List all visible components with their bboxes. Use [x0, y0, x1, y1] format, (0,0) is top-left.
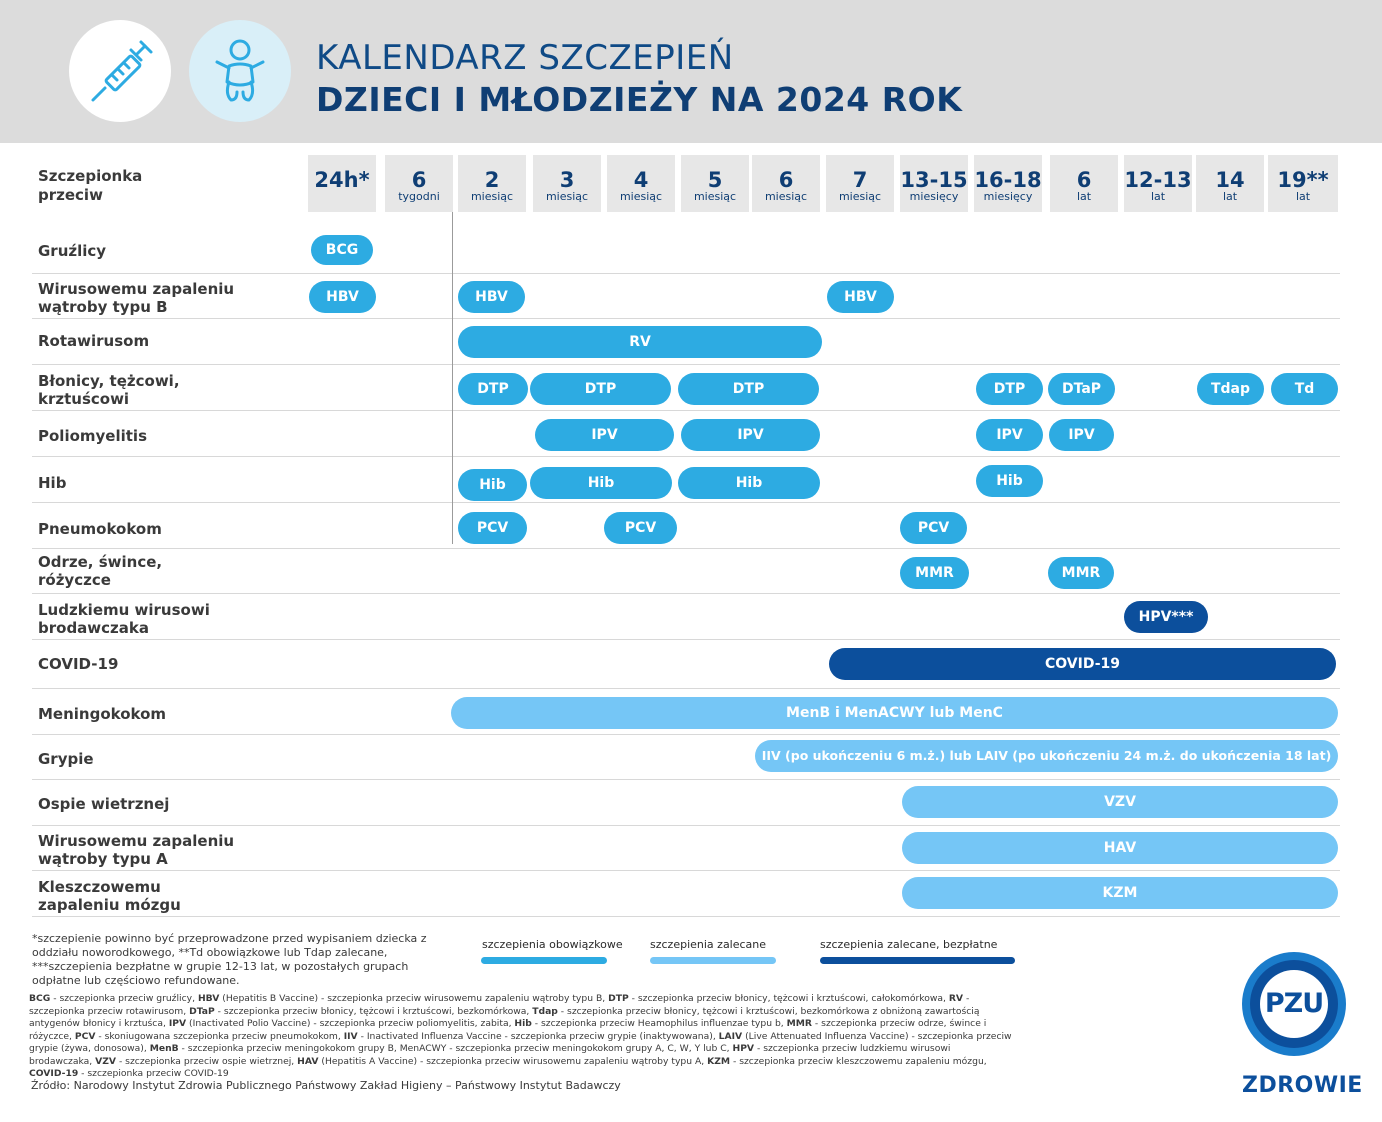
- row-label: Ospie wietrznej: [38, 795, 170, 813]
- vaccine-pill-ipv: IPV: [1049, 419, 1114, 451]
- age-value: 4: [633, 168, 649, 192]
- age-column-12: [1196, 155, 1264, 212]
- row-divider: [32, 688, 1340, 689]
- abbreviation-desc: - szczepionka przeciw ludzkiemu wirusowi brodawczaka,: [29, 1043, 951, 1067]
- age-value: 6: [411, 168, 427, 192]
- abbreviation-desc: - szczepionka przeciw rotawirusom,: [29, 993, 970, 1017]
- age-column-6: [752, 155, 820, 212]
- age-column-4: [607, 155, 675, 212]
- source-note: Źródło: Narodowy Instytut Zdrowia Publicznego Państwowy Zakład Higieny – Państwowy Instytut Badawczy: [31, 1079, 621, 1092]
- vaccine-pill-dtp: DTP: [678, 373, 819, 405]
- abbreviation-desc: - skoniugowana szczepionka przeciw pneumokokom,: [95, 1030, 344, 1042]
- abbreviation-desc: (Inactivated Polio Vaccine) - szczepionka przeciw poliomyelitis, zabita,: [186, 1018, 515, 1029]
- row-divider: [32, 548, 1340, 549]
- age-value: 13-15: [900, 168, 968, 192]
- age-column-2: [458, 155, 526, 212]
- row-label: Kleszczowemu zapaleniu mózgu: [38, 878, 181, 914]
- row-divider: [32, 916, 1340, 917]
- age-value: 24h*: [314, 168, 370, 192]
- abbreviation-desc: (Hepatitis B Vaccine) - szczepionka przeciw wirusowemu zapaleniu wątroby typu B,: [219, 993, 609, 1004]
- vaccine-pill-bcg: BCG: [311, 235, 373, 265]
- vaccine-pill-menb-i-menacwy-lub-menc: MenB i MenACWY lub MenC: [451, 697, 1338, 729]
- vaccine-pill-pcv: PCV: [458, 512, 527, 544]
- row-label: Pneumokokom: [38, 520, 162, 538]
- vaccine-pill-td: Td: [1271, 373, 1338, 405]
- logo-text: ZDROWIE: [1242, 1073, 1363, 1098]
- logo-mark: PZU: [1264, 988, 1324, 1019]
- row-divider: [32, 502, 1340, 503]
- abbreviation-key: Hib: [514, 1018, 532, 1029]
- vaccine-pill-hbv: HBV: [827, 281, 894, 313]
- vaccine-pill-ipv: IPV: [681, 419, 820, 451]
- abbreviation-key: VZV: [95, 1055, 117, 1067]
- vaccine-pill-tdap: Tdap: [1197, 373, 1264, 405]
- age-unit: lat: [1076, 190, 1092, 203]
- vaccine-pill-hbv: HBV: [309, 281, 376, 313]
- row-divider: [32, 273, 1340, 274]
- age-column-5: [681, 155, 749, 212]
- abbreviation-key: HBV: [197, 993, 220, 1004]
- title-line-2: DZIECI I MŁODZIEŻY NA 2024 ROK: [316, 80, 963, 119]
- abbreviation-key: PCV: [74, 1030, 96, 1042]
- abbreviation-desc: - Inactivated Influenza Vaccine - szczepionka przeciw grypie (inaktywowana),: [357, 1030, 719, 1042]
- age-unit: miesiąc: [764, 190, 808, 203]
- age-value: 12-13: [1124, 168, 1192, 192]
- age-column-1: [385, 155, 453, 212]
- row-divider: [32, 456, 1340, 457]
- age-value: 7: [852, 168, 868, 192]
- age-column-8: [900, 155, 968, 212]
- row-label: Odrze, śwince, różyczce: [38, 553, 163, 589]
- row-divider: [32, 779, 1340, 780]
- age-unit: miesiąc: [470, 190, 514, 203]
- abbreviation-desc: - szczepionka przeciw Heamophilus influenzae typu b,: [531, 1018, 787, 1029]
- abbreviation-key: HPV: [732, 1043, 755, 1054]
- abbreviation-key: DTP: [608, 993, 629, 1004]
- vaccine-pill-ipv: IPV: [535, 419, 674, 451]
- vaccine-pill-iiv-po-uko-czeniu-6-m-lub-laiv-po-uko-czeniu-24-m-do-uko-czenia-18-lat: IIV (po ukończeniu 6 m.ż.) lub LAIV (po ukończeniu 24 m.ż. do ukończenia 18 lat): [755, 740, 1338, 772]
- legend-recommended-bar: [650, 957, 776, 964]
- abbreviation-key: DTaP: [189, 1005, 215, 1017]
- abbreviation-desc: - szczepionka przeciw błonicy, tężcowi i krztuścowi, całokomórkowa,: [628, 993, 949, 1004]
- age-unit: miesiąc: [619, 190, 663, 203]
- row-label: Hib: [38, 474, 67, 492]
- abbreviation-desc: - szczepionka przeciw COVID-19: [78, 1068, 229, 1079]
- age-value: 3: [559, 168, 575, 192]
- age-column-3: [533, 155, 601, 212]
- footnote: *szczepienie powinno być przeprowadzone przed wypisaniem dziecka z oddziału noworodkowego, **Td obowiązkowe lub Tdap zalecane, ***szczepienia bezpłatne w grupie 12-13 lat, w pozostałych grupach odpłatne lub częściowo refundowane.: [32, 932, 427, 987]
- header-banner: [0, 0, 1382, 143]
- legend-recommended-label: szczepienia zalecane: [650, 938, 767, 951]
- abbreviation-key: COVID-19: [29, 1068, 79, 1079]
- vaccine-pill-dtp: DTP: [976, 373, 1043, 405]
- vaccine-pill-mmr: MMR: [900, 557, 969, 589]
- row-label: Wirusowemu zapaleniu wątroby typu A: [38, 832, 235, 868]
- vaccine-pill-hav: HAV: [902, 832, 1338, 864]
- age-column-13: [1268, 155, 1338, 212]
- vaccine-pill-vzv: VZV: [902, 786, 1338, 818]
- row-divider: [32, 639, 1340, 640]
- legend-mandatory-label: szczepienia obowiązkowe: [482, 938, 623, 951]
- vaccine-pill-hib: Hib: [530, 467, 672, 499]
- abbreviation-desc: - szczepionka przeciw błonicy, tężcowi i krztuścowi, bezkomórkowa,: [214, 1005, 533, 1017]
- vaccine-pill-hib: Hib: [458, 469, 527, 501]
- abbreviation-key: HAV: [297, 1055, 319, 1067]
- baby-icon: [189, 20, 291, 122]
- vaccine-pill-rv: RV: [458, 326, 822, 358]
- age-value: 6: [778, 168, 794, 192]
- vaccine-pill-ipv: IPV: [976, 419, 1043, 451]
- pzu-logo-icon: [1240, 950, 1348, 1058]
- row-divider: [32, 410, 1340, 411]
- age-unit: lat: [1295, 190, 1311, 203]
- row-label: Ludzkiemu wirusowi brodawczaka: [38, 601, 210, 637]
- vaccine-pill-hib: Hib: [678, 467, 820, 499]
- abbreviation-key: RV: [948, 993, 964, 1004]
- vaccine-pill-mmr: MMR: [1048, 557, 1114, 589]
- abbreviation-desc: - szczepionka przeciw kleszczowemu zapaleniu mózgu,: [730, 1055, 987, 1067]
- row-divider: [32, 364, 1340, 365]
- row-label: Poliomyelitis: [38, 427, 147, 445]
- legend-mandatory-bar: [481, 957, 607, 964]
- age-unit: miesiąc: [545, 190, 589, 203]
- age-unit: lat: [1150, 190, 1166, 203]
- abbreviations-list: [29, 993, 1014, 1081]
- abbreviation-key: MMR: [786, 1018, 812, 1029]
- age-unit: miesiąc: [838, 190, 882, 203]
- vaccine-pill-covid-19: COVID-19: [829, 648, 1336, 680]
- age-unit: miesiąc: [693, 190, 737, 203]
- age-column-11: [1124, 155, 1192, 212]
- vaccine-pill-kzm: KZM: [902, 877, 1338, 909]
- age-column-9: [974, 155, 1042, 212]
- age-value: 14: [1215, 168, 1245, 192]
- age-column-0: [308, 155, 376, 212]
- row-divider: [32, 825, 1340, 826]
- abbreviation-key: KZM: [707, 1055, 731, 1067]
- syringe-icon: [69, 20, 171, 122]
- row-label: Błonicy, tężcowi, krztuścowi: [38, 372, 180, 408]
- row-label: Grypie: [38, 750, 94, 768]
- abbreviation-key: IIV: [343, 1030, 358, 1042]
- vaccine-pill-hbv: HBV: [458, 281, 525, 313]
- abbreviation-desc: - szczepionka przeciw gruźlicy,: [50, 993, 198, 1004]
- row-label: COVID-19: [38, 655, 119, 673]
- age-unit: miesięcy: [983, 190, 1033, 203]
- vaccine-pill-pcv: PCV: [900, 512, 967, 544]
- vaccine-pill-hpv: HPV***: [1124, 601, 1208, 633]
- legend-free-bar: [820, 957, 1015, 964]
- age-value: 5: [707, 168, 723, 192]
- abbreviation-key: Tdap: [532, 1005, 558, 1017]
- abbreviation-desc: - szczepionka przeciw odrze, śwince i różyczce,: [29, 1018, 987, 1042]
- vaccine-pill-pcv: PCV: [604, 512, 677, 544]
- abbreviation-key: MenB: [149, 1043, 179, 1054]
- abbreviation-desc: (Hepatitis A Vaccine) - szczepionka przeciw wirusowemu zapaleniu wątroby typu A,: [318, 1055, 708, 1067]
- row-label: Wirusowemu zapaleniu wątroby typu B: [38, 280, 235, 316]
- row-label: Meningokokom: [38, 705, 167, 723]
- age-column-7: [826, 155, 894, 212]
- title-line-1: KALENDARZ SZCZEPIEŃ: [316, 38, 734, 78]
- vaccine-pill-dtap: DTaP: [1048, 373, 1115, 405]
- age-unit: lat: [1222, 190, 1238, 203]
- age-column-10: [1050, 155, 1118, 212]
- abbreviation-desc: (Live Attenuated Influenza Vaccine) - szczepionka przeciw grypie (żywa, donosowa),: [29, 1030, 1012, 1054]
- row-label: Rotawirusom: [38, 332, 150, 350]
- vaccine-pill-hib: Hib: [976, 465, 1043, 497]
- row-divider: [32, 870, 1340, 871]
- abbreviation-key: BCG: [29, 993, 51, 1004]
- age-column-header: Szczepionka przeciw: [38, 167, 143, 204]
- age-value: 19**: [1277, 168, 1329, 192]
- abbreviation-desc: - szczepionka przeciw błonicy, tężcowi i krztuścowi, bezkomórkowa z obniżoną zawartością antygenów błonicy i krztuśca,: [29, 1005, 980, 1029]
- age-unit: miesięcy: [909, 190, 959, 203]
- age-value: 6: [1076, 168, 1092, 192]
- age-value: 2: [484, 168, 500, 192]
- row-label: Gruźlicy: [38, 242, 107, 260]
- vaccine-pill-dtp: DTP: [530, 373, 671, 405]
- row-divider: [32, 734, 1340, 735]
- legend-free-label: szczepienia zalecane, bezpłatne: [820, 938, 998, 951]
- vaccine-pill-dtp: DTP: [458, 373, 528, 405]
- row-divider: [32, 593, 1340, 594]
- row-divider: [32, 318, 1340, 319]
- abbreviation-key: LAIV: [718, 1030, 743, 1042]
- abbreviation-desc: - szczepionka przeciw ospie wietrznej,: [116, 1055, 298, 1067]
- newborn-divider-line: [452, 212, 453, 544]
- abbreviation-desc: - szczepionka przeciw meningokokom grupy B, MenACWY - szczepionka przeciw meningokokom grupy A, C, W, Y lub C,: [178, 1043, 733, 1054]
- abbreviation-key: IPV: [168, 1018, 187, 1029]
- age-value: 16-18: [974, 168, 1042, 192]
- age-unit: tygodni: [398, 190, 440, 203]
